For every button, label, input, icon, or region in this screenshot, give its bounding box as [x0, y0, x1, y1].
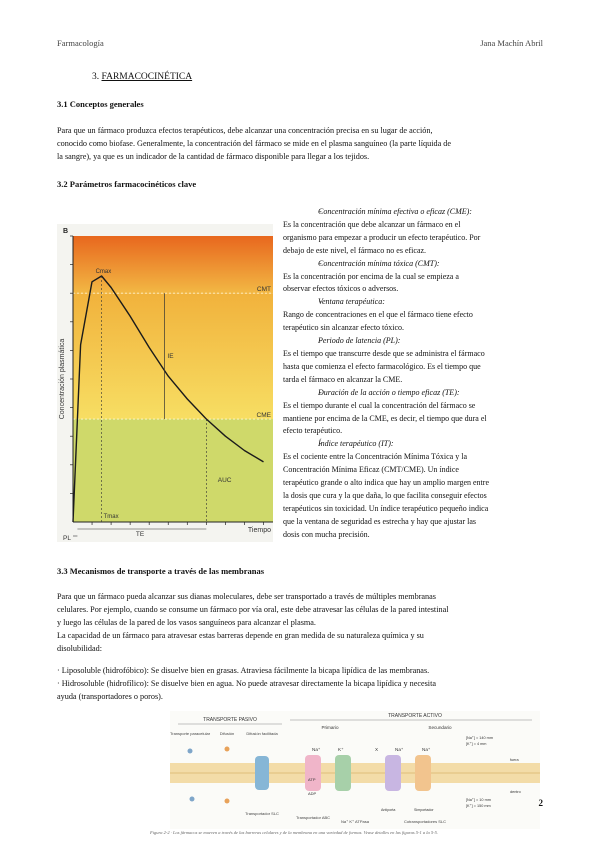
term-ventana: - Ventana terapéutica: [283, 296, 545, 309]
bullet-hidrosoluble: · Hidrosoluble (hidrofílico): Se disuelve bien en agua. No puede atravesar directamente la bicapa lipídica y necesita [57, 679, 436, 688]
paragraph-3-1 [57, 124, 547, 163]
def-line: terapéutico grande o alto indica que hay un amplio margen entre [283, 478, 489, 488]
passive-title: TRANSPORTE PASIVO [203, 717, 257, 723]
paragraph-line: disolubilidad: [57, 644, 103, 653]
y-axis-label: Concentración plasmática [59, 338, 66, 420]
def-line: mantiene por encima de la CME, es decir, el tiempo que dura el [283, 413, 487, 423]
def-line: dosis con mucha precisión. [283, 529, 370, 539]
symporter-shape [415, 755, 431, 791]
side-in: dentro [510, 790, 521, 794]
side-out: fuera [510, 758, 519, 762]
membrane-outer-leaflet [170, 763, 540, 773]
abc-label: Transportador ABC [295, 815, 331, 820]
def-line: Es el tiempo que transcurre desde que se administra el fármaco [283, 348, 485, 358]
def-line: tarda el fármaco en alcanzar la CME. [283, 374, 403, 384]
def-line: la dosis que cura y la que daña, lo que facilita conseguir efectos [283, 490, 487, 500]
term-cme: - Concentración mínima efectiva o eficaz (CME): [283, 206, 545, 219]
def-line: debajo de este nivel, el fármaco no es eficaz. [283, 245, 427, 255]
header-left: Farmacología [57, 38, 104, 48]
cmt-label: CMT [256, 286, 271, 294]
te-label: TE [135, 531, 145, 538]
term-cmt: - Concentración mínima tóxica (CMT): [283, 258, 545, 271]
conc-in: [Na⁺] = 10 mm [466, 798, 491, 802]
membrane-inner-leaflet [170, 773, 540, 783]
bullet-liposoluble: · Liposoluble (hidrofóbico): Se disuelve bien en grasas. Atraviesa fácilmente la bicapa lipídica de las membranas. [57, 666, 430, 675]
def-line: efecto terapéutico. [283, 426, 343, 436]
x-axis-label: Tiempo [247, 527, 271, 534]
section-number: 3. [92, 72, 100, 82]
abc-transporter-shape [305, 755, 321, 791]
paragraph-line: la sangre), ya que es un indicador de la cantidad de fármaco disponible para llegar a los tejidos. [57, 152, 370, 161]
parameters-list [283, 206, 545, 542]
def-line: Es la concentración por encima de la cual se empieza a [283, 271, 459, 281]
def-line: Es la concentración que debe alcanzar un fármaco en el [283, 219, 461, 229]
conc-out-2: [K⁺] = 4 mm [466, 742, 487, 746]
antiporter-shape [385, 755, 401, 791]
slc-transporter-shape [255, 756, 269, 790]
def-line: Concentración Mínima Eficaz (CMT/CME). Un índice [283, 465, 459, 475]
conc-in-2: [K⁺] = 150 mm [466, 804, 491, 808]
molecule-dot [225, 747, 230, 752]
diffusion-label: Difusión [219, 731, 235, 736]
antiporter-label: Antiporta [381, 808, 396, 812]
def-line: terapéutico sin alcanzar efecto tóxico. [283, 323, 405, 333]
ion-label: Na⁺ [395, 747, 404, 752]
def-line: Rango de concentraciones en el que el fármaco tiene efecto [283, 310, 473, 320]
def-line: terapéuticos sin toxicidad. Un índice terapéutico pequeño indica [283, 503, 489, 513]
atpase-shape [335, 755, 351, 791]
term-te: - Duración de la acción o tiempo eficaz (TE): [283, 387, 545, 400]
header-right: Jana Machín Abril [480, 38, 543, 48]
atpase-label: Na⁺ K⁺ ATPasa [341, 819, 369, 824]
co-slc-label: Cotransportadores SLC [403, 819, 447, 824]
adp-label: ADP [308, 791, 317, 796]
molecule-dot [190, 797, 195, 802]
ion-label: X [375, 747, 379, 752]
atp-label: ATP [308, 777, 316, 782]
paragraph-line: y luego las células de la pared de los vasos sanguíneos para alcanzar el plasma. [57, 618, 316, 627]
ie-label: IE [167, 353, 174, 361]
facilitated-label: Difusión facilitada [246, 731, 278, 736]
def-line: observar efectos tóxicos o adversos. [283, 284, 399, 294]
def-line: Es el tiempo durante el cual la concentración del fármaco se [283, 400, 476, 410]
paragraph-line: celulares. Por ejemplo, cuando se consume un fármaco por vía oral, este debe atravesar las células de la pared intestinal [57, 605, 449, 614]
secondary-label: Secundario [428, 725, 452, 730]
slc-label: Transportador SLC [245, 811, 279, 816]
bullet-continuation: ayuda (transportadores o poros). [57, 692, 163, 701]
auc-label: AUC [217, 476, 232, 484]
molecule-dot [188, 749, 193, 754]
conc-out: [Na⁺] = 140 mm [466, 736, 494, 740]
term-pl: - Periodo de latencia (PL): [283, 335, 545, 348]
primary-label: Primario [321, 725, 339, 730]
paragraph-line: conocido como biofase. Generalmente, la concentración del fármaco se mide en el plasma sanguíneo (la parte líquida de [57, 139, 451, 148]
paragraph-line: Para que un fármaco pueda alcanzar sus dianas moleculares, debe ser transportado a través de múltiples membranas [57, 592, 436, 601]
cme-label: CME [256, 412, 271, 420]
paragraph-line: La capacidad de un fármaco para atravesar estas barreras depende en gran medida de su naturaleza química y su [57, 631, 424, 640]
ion-label: Na⁺ [422, 747, 431, 752]
term-it: - Índice terapéutico (IT): [283, 438, 545, 451]
page-number: 2 [538, 798, 543, 808]
ion-label: K⁺ [338, 747, 344, 752]
pharmacokinetic-chart [57, 224, 273, 542]
subtherapeutic-zone [73, 419, 273, 522]
membrane-transport-figure [170, 711, 540, 829]
molecule-dot [225, 799, 230, 804]
paragraph-line: Para que un fármaco produzca efectos terapéuticos, debe alcanzar una concentración precisa en su lugar de acción, [57, 126, 433, 135]
heading-3-2: 3.2 Parámetros farmacocinéticos clave [57, 179, 197, 189]
symporter-label: Simportador [414, 808, 434, 812]
cmax-label: Cmax [95, 269, 112, 276]
pl-label: PL [63, 535, 71, 542]
heading-3-1: 3.1 Conceptos generales [57, 99, 144, 109]
panel-label: B [63, 228, 69, 235]
def-line: hasta que comienza el efecto farmacológico. Es el tiempo que [283, 361, 481, 371]
section-title [92, 72, 192, 82]
paracellular-label: Transporte paracelular [170, 731, 211, 736]
active-title: TRANSPORTE ACTIVO [388, 713, 442, 719]
def-line: que la ventana de seguridad es estrecha y hay que ajustar las [283, 516, 477, 526]
toxic-zone [73, 236, 273, 293]
paragraph-3-3 [57, 590, 547, 703]
tmax-label: Tmax [103, 514, 119, 520]
figure-caption: Figura 2-2 · Los fármacos se mueven a través de las barreras celulares y de la membrana en una variedad de formas. Vease detalles en las figuras 5-1 a la 5-5. [150, 830, 439, 835]
def-line: organismo para empezar a producir un efecto terapéutico. Por [283, 232, 481, 242]
heading-3-3: 3.3 Mecanismos de transporte a través de las membranas [57, 566, 265, 576]
section-title-text: FARMACOCINÉTICA [101, 72, 193, 82]
ion-label: Na⁺ [312, 747, 321, 752]
def-line: Es el cociente entre la Concentración Mínima Tóxica y la [283, 452, 468, 462]
